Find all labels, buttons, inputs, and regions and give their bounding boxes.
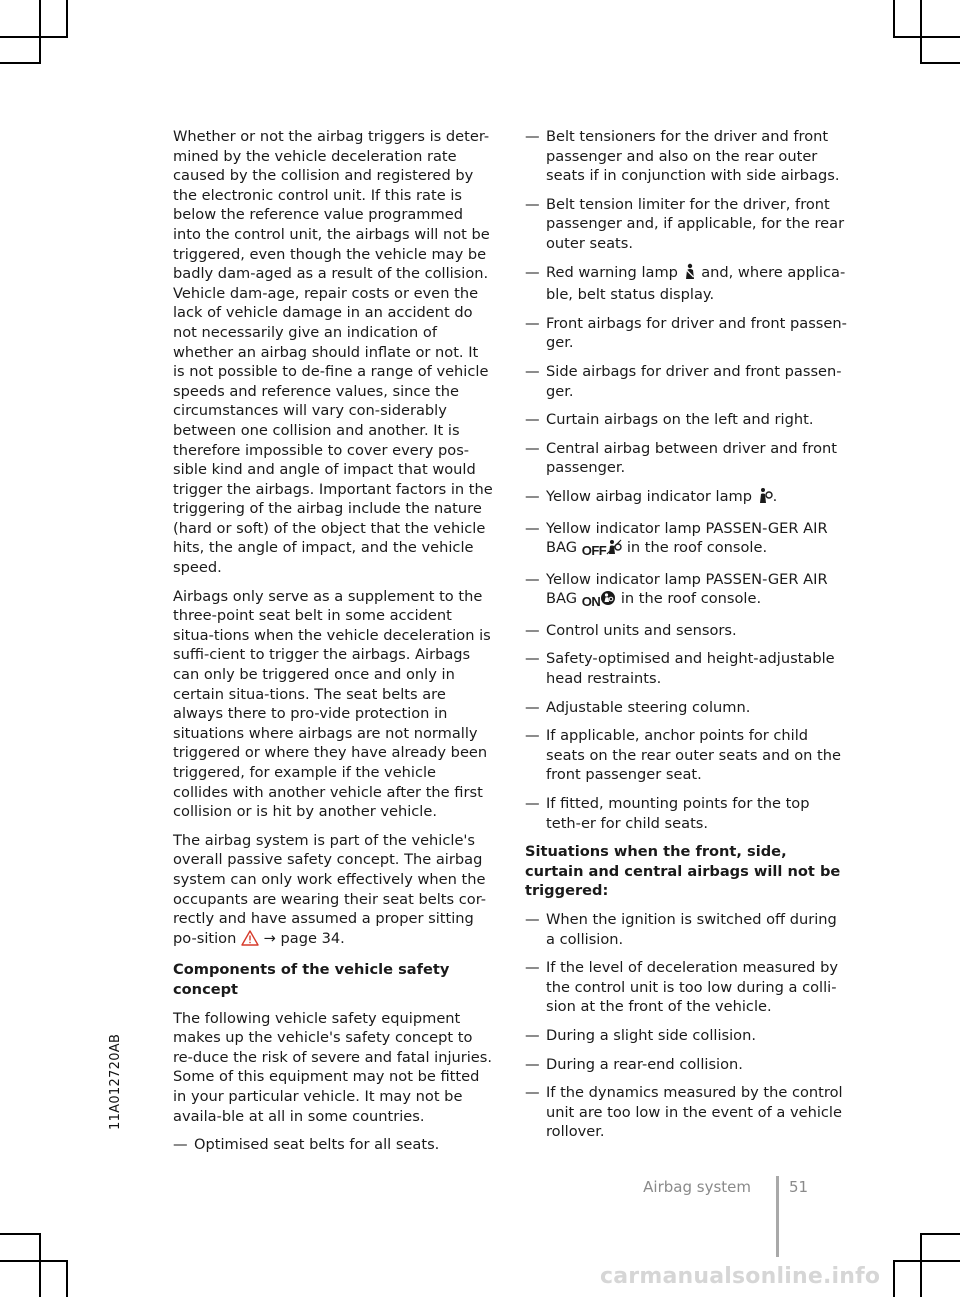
watermark: carmanualsonline.info [600, 1264, 881, 1289]
list-item: — If fitted, mounting points for the top teth-er for child seats. [525, 794, 847, 833]
list-item: — If the dynamics measured by the control unit are too low in the event of a vehicle rollover. [525, 1083, 847, 1142]
off-lamp-label: OFF [581, 543, 607, 559]
passenger-airbag-off-icon [582, 539, 623, 561]
list-item-on-lamp [525, 570, 847, 612]
crop-mark-bottom-left-h2 [0, 1260, 68, 1262]
on-lamp-label: ON [581, 594, 601, 610]
page-ref-arrow: → [263, 929, 276, 947]
components-list-continued [525, 127, 847, 833]
crop-mark-bottom-right-h2 [893, 1260, 960, 1262]
list-item: — Side airbags for driver and front passen-ger. [525, 362, 847, 401]
list-item: — Curtain airbags on the left and right. [525, 410, 847, 430]
list-item: — If applicable, anchor points for child seats on the rear outer seats and on the front passenger seat. [525, 726, 847, 785]
crop-mark-top-right-v [893, 0, 895, 36]
page-ref-link[interactable]: page 34. [280, 929, 345, 947]
yellow-lamp-text: Yellow airbag indicator lamp [546, 487, 753, 505]
passenger-airbag-on-icon [582, 590, 617, 612]
crop-mark-top-left-h2 [0, 62, 41, 64]
paragraph-passive-safety [173, 831, 493, 952]
crop-mark-bottom-right-v [893, 1260, 895, 1297]
crop-mark-bottom-right-h [920, 1233, 960, 1235]
crop-mark-top-left-v2 [66, 0, 68, 36]
seatbelt-warning-icon [683, 263, 697, 286]
list-item: — Optimised seat belts for all seats. [173, 1135, 493, 1155]
crop-mark-bottom-left-v2 [66, 1260, 68, 1297]
crop-mark-top-right-h2 [920, 62, 960, 64]
document-code: 11A012720AB [108, 1033, 123, 1130]
situations-heading: Situations when the front, side, curtain and central airbags will not be triggered: [525, 843, 841, 900]
left-column [173, 127, 493, 1164]
warning-triangle-icon [241, 930, 259, 952]
page-number: 51 [789, 1178, 809, 1196]
crop-mark-bottom-left-v [39, 1233, 41, 1297]
off-lamp-text: Yellow indicator lamp PASSEN-GER AIR BAG [546, 519, 828, 557]
yellow-lamp-text-after: . [772, 487, 778, 505]
components-heading: Components of the vehicle safety concept [173, 961, 450, 998]
on-lamp-text-after: in the roof console. [620, 590, 762, 608]
crop-mark-bottom-right-v2 [920, 1233, 922, 1297]
list-item: — If the level of deceleration measured by the control unit is too low during a colli-sion at the front of the vehicle. [525, 958, 847, 1017]
off-lamp-text-after: in the roof console. [626, 539, 768, 557]
list-item: — During a slight side collision. [525, 1026, 847, 1046]
components-intro: The following vehicle safety equipment makes up the vehicle's safety concept to re-duce the risk of severe and fatal injuries. Some of this equipment may not be fitted in your particular vehicle. It may not be availa-ble at all in some countries. [173, 1009, 493, 1125]
red-lamp-text-after: and, where applica-ble, belt status display. [546, 263, 846, 304]
crop-mark-top-left-h [0, 36, 68, 38]
red-lamp-text: Red warning lamp [546, 263, 678, 281]
list-item: — Belt tension limiter for the driver, front passenger and, if applicable, for the rear outer seats. [525, 195, 847, 254]
list-item: — Control units and sensors. [525, 621, 847, 641]
list-item: — During a rear-end collision. [525, 1055, 847, 1075]
paragraph-supplement: Airbags only serve as a supplement to the three-point seat belt in some accident situa-tions when the vehicle deceleration is suffi-cient to trigger the airbags. Airbags can only be triggered once and only in certain situa-tions. The seat belts are always there to pro-vide protection in situations where airbags are not normally triggered or where they have already been triggered, for example if the vehicle collides with another vehicle after the first collision or is hit by another vehicle. [173, 587, 491, 821]
list-item: — Safety-optimised and height-adjustable head restraints. [525, 649, 847, 688]
footer-section-title: Airbag system [643, 1178, 751, 1196]
list-item: — Adjustable steering column. [525, 698, 847, 718]
list-item: — When the ignition is switched off during a collision. [525, 910, 847, 949]
list-item-off-lamp [525, 519, 847, 561]
list-item-red-lamp [525, 263, 847, 305]
list-item: — Belt tensioners for the driver and front passenger and also on the rear outer seats if in conjunction with side airbags. [525, 127, 847, 186]
list-item-yellow-lamp [525, 487, 847, 510]
crop-mark-bottom-left-h [0, 1233, 41, 1235]
passive-safety-text: The airbag system is part of the vehicle's overall passive safety concept. The airbag system can only work effectively when the occupants are wearing their seat belts cor-rectly and have assumed a proper sitting po-sition [173, 831, 487, 947]
right-column [525, 127, 847, 1151]
situations-list [525, 910, 847, 1142]
components-list-start [173, 1135, 493, 1155]
list-item: — Central airbag between driver and front passenger. [525, 439, 847, 478]
crop-mark-top-left-v [39, 0, 41, 64]
list-item: — Front airbags for driver and front passen-ger. [525, 314, 847, 353]
airbag-indicator-icon [757, 487, 773, 510]
paragraph-trigger-threshold: Whether or not the airbag triggers is deter-mined by the vehicle deceleration rate caused by the collision and registered by the electronic control unit. If this rate is below the reference value programmed into the control unit, the airbags will not be triggered, even though the vehicle may be badly dam-aged as a result of the collision. Vehicle dam-age, repair costs or even the lack of vehicle damage in an accident do not necessarily give an indication of whether an airbag should inflate or not. It is not possible to de-fine a range of vehicle speeds and reference values, since the circumstances will vary con-siderably between one collision and another. It is therefore impossible to cover every pos-sible kind and angle of impact that would trigger the airbags. Important factors in the triggering of the airbag include the nature (hard or soft) of the object that the vehicle hits, the angle of impact, and the vehicle speed. [173, 128, 493, 577]
on-lamp-text: Yellow indicator lamp PASSEN-GER AIR BAG [546, 570, 828, 608]
crop-mark-top-right-v2 [920, 0, 922, 64]
crop-mark-top-right-h [893, 36, 960, 38]
footer-divider [776, 1176, 779, 1257]
